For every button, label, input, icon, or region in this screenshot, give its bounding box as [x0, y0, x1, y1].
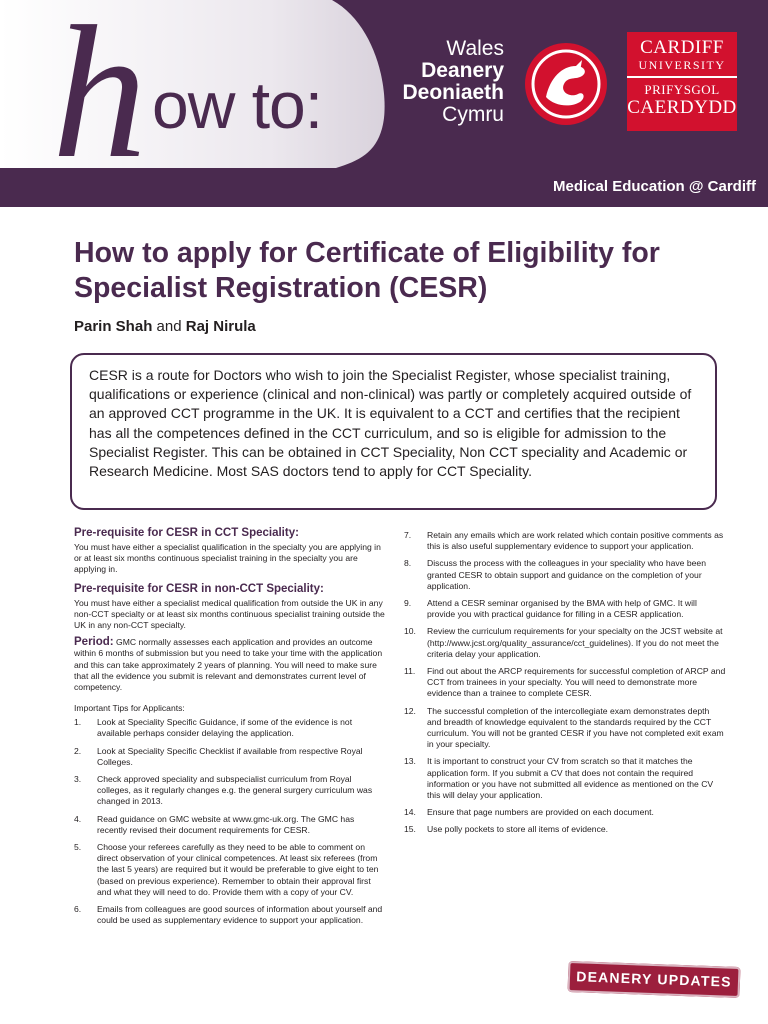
author-joiner: and	[152, 318, 186, 335]
list-item: 5. Choose your referees carefully as they need to be able to comment on direct observation of your clinical competences. At least six referees (from the last 5 years) are required but it would be preferable to give eight to ten (based on previous experience). Remember to obtain their approval first and what they will need to do. Provide them with a copy of your CV.	[74, 842, 379, 897]
list-item: 7. Retain any emails which are work related which contain positive comments as this is also useful supplementary evidence to support your application.	[404, 530, 724, 552]
author-2: Raj Nirula	[185, 318, 256, 335]
list-item: 2. Look at Speciality Specific Checklist if available from respective Royal Colleges.	[74, 745, 363, 767]
list-item: 13. It is important to construct your CV from scratch so that it matches the application form. If you submit a CV that does not contain the required information or you have not submitted all evidence as mentioned on the CV this will delay your application.	[404, 756, 714, 801]
list-item: 8. Discuss the process with the colleagues in your speciality who have been granted CESR to obtain support and guidance on the completion of your application.	[404, 558, 706, 591]
cct-text: You must have either a specialist qualification in the specialty you are applying in or at least six months continuous specialist training in the specialty you are applying in.	[74, 542, 381, 575]
right-column	[404, 530, 726, 842]
howto-logo-text: ow to:	[152, 68, 323, 142]
cardiff-line2: UNIVERSITY	[638, 58, 726, 72]
cardiff-divider	[627, 76, 737, 78]
left-column	[74, 526, 386, 932]
list-item: 12. The successful completion of the intercollegiate exam demonstrates depth and breadth of knowledge equivalent to the standards required by the CCT curriculum. You will not be granted CESR if you have not completed exit exam in your specialty.	[404, 705, 724, 750]
authors	[74, 318, 256, 336]
tips-heading: Important Tips for Applicants:	[74, 703, 185, 714]
list-item: 10. Review the curriculum requirements for your specialty on the JCST website at (http://www.jcst.org/quality_assurance/cct_guidelines). If you do not meet the criteria delay your application.	[404, 626, 723, 659]
list-item: 9. Attend a CESR seminar organised by the BMA with help of GMC. It will provide you with practical guidance for filling in a CESR application.	[404, 598, 697, 620]
intro-text: CESR is a route for Doctors who wish to join the Specialist Register, whose specialist training, qualifications or experience (clinical and non-clinical) was partly or completely acquired outside of an approved CCT programme in the UK. It is equivalent to a CCT and certifies that the recipient has all the competences defined in the CCT curriculum, and so is eligible for admission to the Specialist Register. This can be obtained in CCT Speciality, Non CCT speciality and Academic or Research Medicine. Most SAS doctors tend to apply for CCT Speciality.	[89, 367, 692, 480]
logo-wales: Wales	[446, 37, 504, 60]
period-text: GMC normally assesses each application and provides an outcome within 6 months of submission but you need to take your time with the application and this can take approximately 2 years of planning. You will need to make sure that all the evidence you submit is relevant and demonstrates current level of competency.	[74, 637, 383, 693]
deanery-updates-badge: DEANERY UPDATES	[568, 961, 741, 998]
howto-logo-h: h	[52, 0, 143, 198]
cardiff-line4: CAERDYDD	[627, 97, 737, 118]
period-paragraph	[74, 637, 386, 693]
list-item: 6. Emails from colleagues are good sources of information about yourself and could be used as supplementary evidence to support your application.	[74, 904, 383, 926]
logo-cymru: Cymru	[442, 103, 504, 126]
list-item: 11. Find out about the ARCP requirements for successful completion of ARCP and CCT from trainees in your specialty. You will need to demonstrate more evidence than a trainee to complete CESR.	[404, 666, 726, 699]
noncct-heading: Pre-requisite for CESR in non-CCT Speciality:	[74, 582, 324, 595]
dragon-emblem-icon	[524, 42, 608, 126]
list-item: 1. Look at Speciality Specific Guidance, if some of the evidence is not available perhaps consider delaying the application.	[74, 717, 353, 739]
medical-education-label: Medical Education @ Cardiff	[553, 178, 756, 195]
list-item: 3. Check approved speciality and subspecialist curriculum from Royal colleges, as it regularly changes e.g. the general surgery curriculum was changed in 2013.	[74, 774, 373, 807]
cardiff-university-logo	[627, 32, 737, 131]
author-1: Parin Shah	[74, 318, 153, 335]
cardiff-line1: CARDIFF	[640, 37, 724, 58]
list-item: 14. Ensure that page numbers are provided on each document.	[404, 807, 654, 818]
logo-deoniaeth: Deoniaeth	[402, 81, 504, 104]
list-item: 15. Use polly pockets to store all items of evidence.	[404, 824, 609, 835]
intro-box	[70, 353, 717, 510]
page-title: How to apply for Certificate of Eligibility for Specialist Registration (CESR)	[74, 237, 660, 304]
period-label: Period:	[74, 636, 114, 649]
list-item: 4. Read guidance on GMC website at www.gmc-uk.org. The GMC has recently revised their document requirements for CESR.	[74, 813, 355, 835]
noncct-text: You must have either a specialist medical qualification from outside the UK in any non-CCT specialty or at least six months continuous specialist training outside the UK in any non-CCT specialty.	[74, 597, 385, 631]
logo-deanery: Deanery	[421, 59, 504, 82]
wales-deanery-logo	[396, 38, 504, 126]
cardiff-line3: PRIFYSGOL	[644, 82, 720, 97]
header-banner	[0, 0, 768, 207]
cct-heading: Pre-requisite for CESR in CCT Speciality:	[74, 527, 299, 539]
